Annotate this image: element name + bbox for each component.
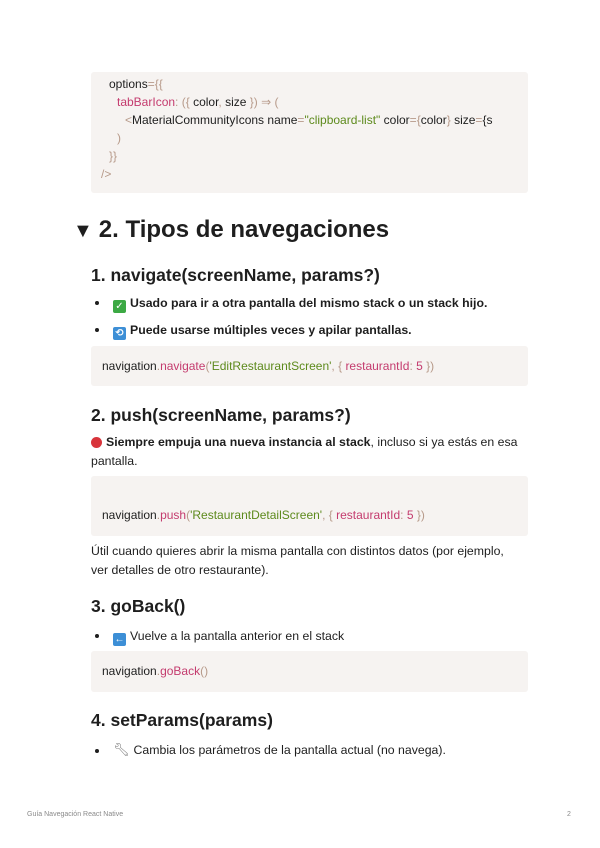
code-token: tabBarIcon <box>117 95 176 109</box>
code-token: goBack <box>160 664 201 678</box>
code-token: }) <box>422 359 435 373</box>
code-token: color <box>380 113 410 127</box>
code-token: navigation <box>102 359 157 373</box>
code-token: options <box>109 77 148 91</box>
push-description-rest: , incluso si ya estás en esa <box>370 435 518 449</box>
code-line <box>102 663 208 679</box>
code-token: 5 <box>406 508 414 522</box>
bullet-dot <box>95 634 99 638</box>
code-token: = <box>475 113 483 127</box>
code-token: ={{ <box>147 77 163 91</box>
code-token: color <box>420 113 447 127</box>
page-number: 2 <box>567 811 571 818</box>
code-token: ( <box>186 508 191 522</box>
code-token: navigate <box>160 359 206 373</box>
push-note <box>91 542 528 580</box>
code-token: . <box>156 508 161 522</box>
code-token: : <box>400 508 407 522</box>
list-item <box>113 322 412 340</box>
bullet-dot <box>95 328 99 332</box>
code-token: 5 <box>416 359 423 373</box>
section-heading[interactable] <box>73 216 389 244</box>
code-line: }} <box>109 149 118 163</box>
code-line <box>102 358 434 374</box>
toggle-triangle-icon[interactable]: ▼ <box>73 220 93 242</box>
code-token: : ({ <box>175 95 194 109</box>
code-token: color <box>193 95 219 109</box>
list-item <box>113 742 446 758</box>
code-token: 'EditRestaurantScreen' <box>209 359 332 373</box>
code-token: navigation <box>102 508 157 522</box>
list-item <box>113 628 344 646</box>
code-token: } <box>446 113 451 127</box>
code-line <box>102 507 425 523</box>
push-note-line1: Útil cuando quieres abrir la misma pantalla con distintos datos (por ejemplo, <box>91 544 504 558</box>
repeat-arrows-icon: ⟲ <box>113 327 126 340</box>
code-token: restaurantId <box>345 359 410 373</box>
heading-goback: 3. goBack() <box>91 596 186 616</box>
code-token: . <box>156 359 161 373</box>
bullet-dot <box>95 749 99 753</box>
push-description-line2: pantalla. <box>91 454 138 468</box>
bullet-dot <box>95 301 99 305</box>
list-item-text: Usado para ir a otra pantalla del mismo stack o un stack hijo. <box>130 296 488 310</box>
code-token: < <box>125 113 133 127</box>
code-token: restaurantId <box>336 508 401 522</box>
code-line <box>109 76 163 92</box>
code-token: = <box>409 113 417 127</box>
code-block-push <box>91 476 528 536</box>
code-token: () <box>200 664 209 678</box>
code-token: , { <box>331 359 346 373</box>
code-token: {s <box>482 113 493 127</box>
heading-push: 2. push(screenName, params?) <box>91 405 351 425</box>
push-note-line2: ver detalles de otro restaurante). <box>91 563 269 577</box>
check-mark-button-icon: ✓ <box>113 300 126 313</box>
code-line: /> <box>101 167 112 181</box>
push-description <box>91 433 528 471</box>
code-token: , <box>218 95 226 109</box>
code-token: { <box>416 113 421 127</box>
code-token: }) <box>413 508 425 522</box>
footer-title: Guía Navegación React Native <box>27 811 124 818</box>
push-description-bold: Siempre empuja una nueva instancia al stack <box>106 435 371 449</box>
heading-navigate: 1. navigate(screenName, params?) <box>91 265 380 285</box>
code-line <box>117 94 279 110</box>
code-token: push <box>160 508 187 522</box>
list-item-text: Cambia los parámetros de la pantalla actual (no navega). <box>133 743 446 757</box>
back-arrow-icon: ← <box>114 634 125 645</box>
code-line: ) <box>117 131 121 145</box>
list-item <box>113 295 487 313</box>
code-token: }) ⇒ ( <box>246 95 279 109</box>
code-token: ( <box>205 359 210 373</box>
code-token: navigation <box>102 664 157 678</box>
code-token: "clipboard-list" <box>304 113 381 127</box>
code-token: name <box>264 113 298 127</box>
code-token: : <box>409 359 417 373</box>
code-token: MaterialCommunityIcons <box>132 113 265 127</box>
list-item-text: Vuelve a la pantalla anterior en el stack <box>130 629 345 643</box>
code-token: size <box>225 95 247 109</box>
code-block-navigate <box>91 346 528 386</box>
code-token: . <box>156 664 161 678</box>
heading-setparams: 4. setParams(params) <box>91 710 273 730</box>
wrench-icon: 🔧︎ <box>113 742 130 757</box>
code-line <box>125 112 492 128</box>
list-item-text: Puede usarse múltiples veces y apilar pantallas. <box>130 323 412 337</box>
pushpin-icon <box>91 437 102 448</box>
code-block-goback <box>91 651 528 692</box>
section-title-text: 2. Tipos de navegaciones <box>98 216 390 243</box>
code-token: size <box>450 113 476 127</box>
code-token: 'RestaurantDetailScreen' <box>190 508 323 522</box>
code-block-tab-options <box>91 72 528 193</box>
code-token: , { <box>322 508 337 522</box>
code-token: = <box>297 113 305 127</box>
